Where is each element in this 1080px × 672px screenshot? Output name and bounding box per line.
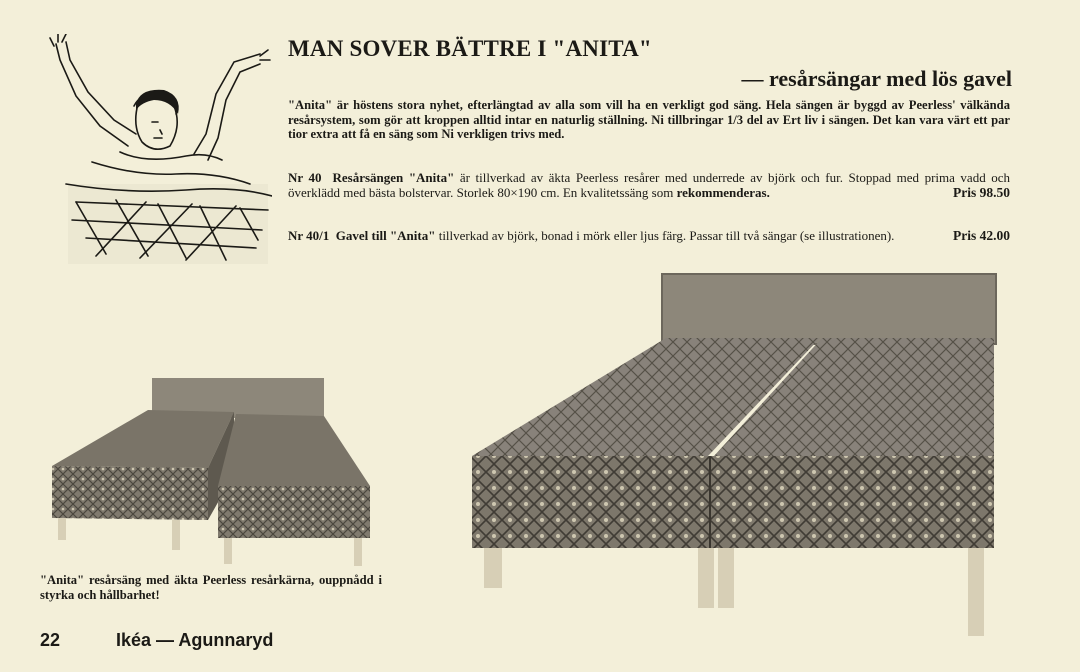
item-number: Nr 40 — [288, 170, 322, 185]
item-number: Nr 40/1 — [288, 228, 330, 243]
item-name: Resårsängen "Anita" — [332, 170, 455, 185]
item-description: tillverkad av björk, bonad i mörk eller ljus färg. Passar till två sängar (se illustrationen). — [438, 228, 895, 243]
photo-caption: "Anita" resårsäng med äkta Peerless resårkärna, ouppnådd i styrka och hållbarhet! — [40, 573, 382, 602]
beds-together-photo — [470, 272, 1000, 638]
product-item-40-1 — [288, 228, 1010, 243]
intro-paragraph: "Anita" är höstens stora nyhet, efterlängtad av alla som vill ha en verkligt god säng. Hela sängen är byggd av Peerless' välkända resårsystem, som gör att kroppen alltid intar en naturlig ställning. Ni tillbringar 1/3 del av Ert liv i sängen. Det kan vara värt ett par tior extra att få en säng som Ni verkligen trivs med. — [288, 98, 1010, 141]
page-subtitle: — resårsängar med lös gavel — [741, 66, 1012, 91]
page-title: MAN SOVER BÄTTRE I "ANITA" — [288, 36, 652, 61]
item-description: är tillverkad av äkta Peerless resårer med underrede av björk och fur. Stoppad med prima vadd och överklädd med bästa bolstervar. Storlek 80×190 cm. En kvalitetssäng som — [288, 170, 1010, 200]
item-price: Pris 42.00 — [947, 228, 1010, 243]
item-price: Pris 98.50 — [947, 185, 1010, 200]
product-item-40 — [288, 170, 1010, 200]
item-emphasis: rekommenderas. — [676, 185, 770, 200]
footer-brand: Ikéa — Agunnaryd — [116, 630, 274, 650]
beds-separated-photo — [48, 374, 378, 570]
page-number: 22 — [40, 630, 61, 650]
stretching-woman-illustration — [36, 34, 272, 264]
item-name: Gavel till "Anita" — [335, 228, 436, 243]
